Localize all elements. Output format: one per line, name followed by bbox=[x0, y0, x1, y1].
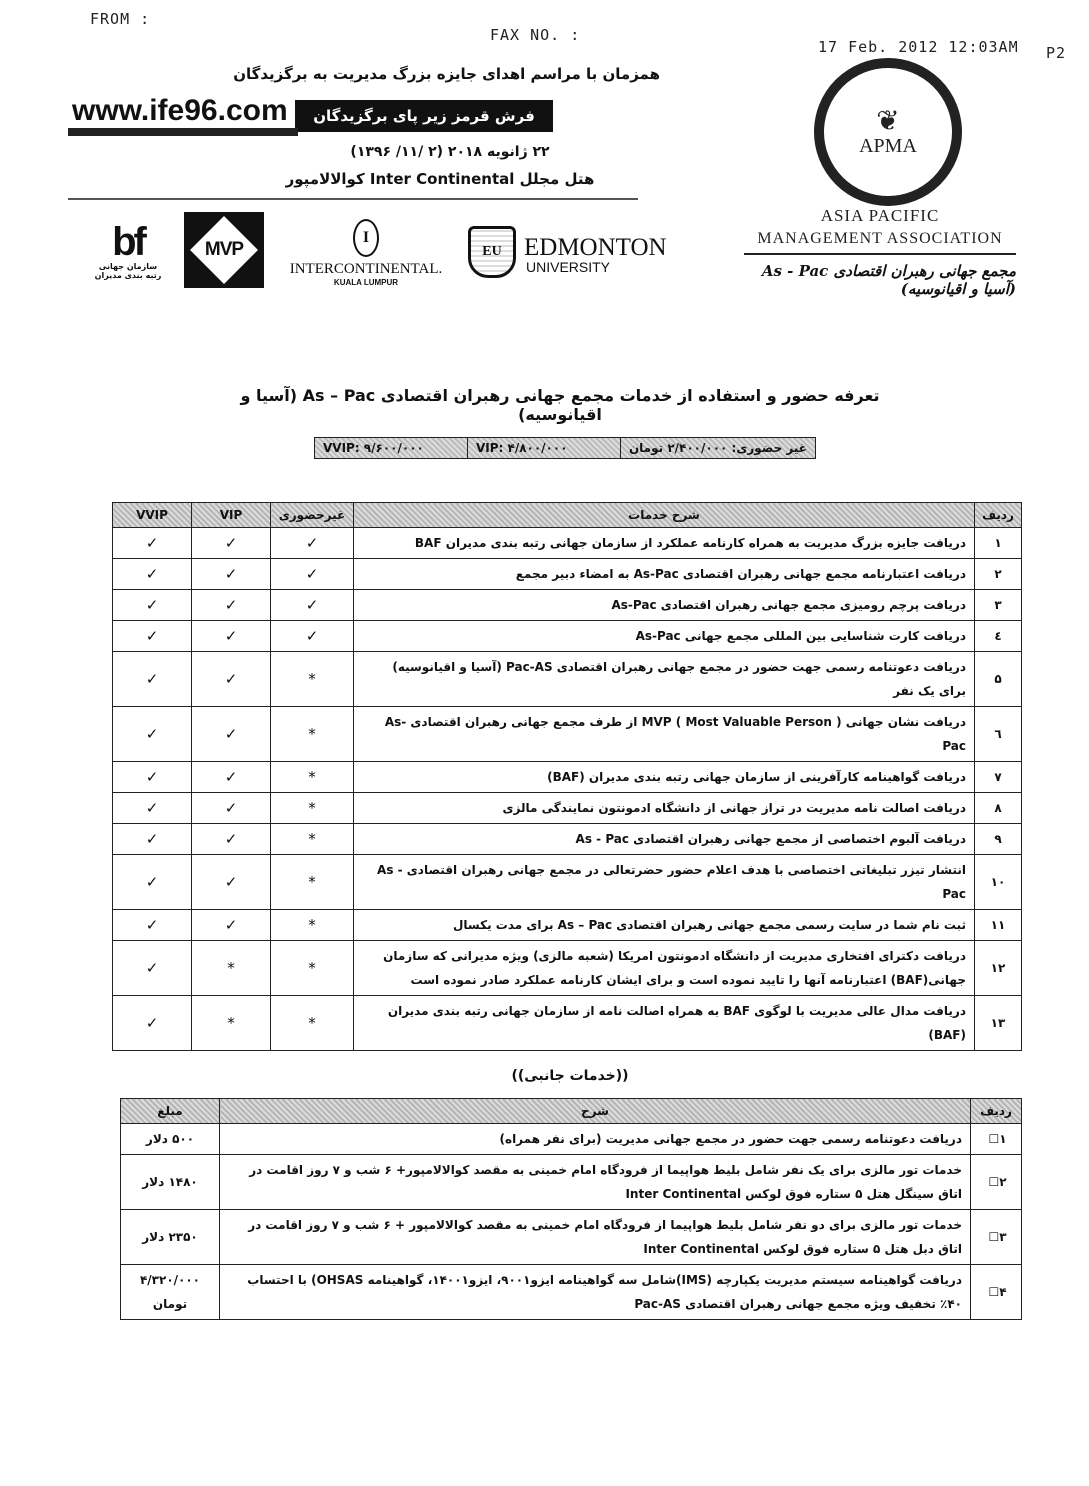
edmonton-name: EDMONTON bbox=[524, 234, 667, 261]
apma-leaf-icon: ❦ bbox=[876, 103, 900, 137]
non-attendance-mark: * bbox=[271, 793, 354, 824]
services-table bbox=[112, 502, 1022, 1051]
extra-row-amount: ۴/۳۲۰/۰۰۰ تومان bbox=[121, 1265, 220, 1320]
header-vvip: VVIP bbox=[113, 503, 192, 528]
services-row bbox=[113, 793, 1022, 824]
row-number: ۸ bbox=[975, 793, 1022, 824]
non-attendance-mark: * bbox=[271, 762, 354, 793]
vvip-mark: ✓ bbox=[113, 590, 192, 621]
header-non-attendance: غیرحضوری bbox=[271, 503, 354, 528]
checkbox-icon[interactable]: ☐ bbox=[988, 1285, 1000, 1299]
non-attendance-mark: ✓ bbox=[271, 559, 354, 590]
row-number: ۱ bbox=[975, 528, 1022, 559]
vvip-mark: ✓ bbox=[113, 762, 192, 793]
intercontinental-city: KUALA LUMPUR bbox=[333, 278, 399, 287]
non-attendance-mark: ✓ bbox=[271, 621, 354, 652]
extra-header-description: شرح bbox=[220, 1099, 971, 1124]
services-row bbox=[113, 559, 1022, 590]
extra-services-table bbox=[120, 1098, 1022, 1320]
services-row bbox=[113, 707, 1022, 762]
vvip-mark: ✓ bbox=[113, 652, 192, 707]
baf-logo bbox=[92, 212, 164, 290]
apma-line1: ASIA PACIFIC bbox=[820, 206, 940, 225]
row-number: ۵ bbox=[975, 652, 1022, 707]
vip-mark: ✓ bbox=[192, 855, 271, 910]
extra-row-description: خدمات تور مالزی برای یک نفر شامل بلیط هواپیما از فرودگاه امام خمینی به مقصد کوالالامپور+ ۶ شب و ۷ روز اقامت در اتاق سینگل هتل ۵ ستاره فوق لوکس Inter Continental bbox=[220, 1155, 971, 1210]
row-number: ۷ bbox=[975, 762, 1022, 793]
row-description: دریافت کارت شناسایی بین المللی مجمع جهانی As-Pac bbox=[354, 621, 975, 652]
services-row bbox=[113, 824, 1022, 855]
red-carpet-banner: فرش قرمز زیر پای برگزیدگان bbox=[295, 100, 553, 132]
row-description: دریافت مدال عالی مدیریت با لوگوی BAF به همراه اصالت نامه از سازمان جهانی رتبه بندی مدیران (BAF) bbox=[354, 996, 975, 1051]
extra-row-number bbox=[971, 1124, 1022, 1155]
row-number: ۱۳ bbox=[975, 996, 1022, 1051]
main-title: تعرفه حضور و استفاده از خدمات مجمع جهانی رهبران اقتصادی As – Pac (آسیا و اقیانوسیه) bbox=[240, 386, 880, 424]
row-number: ۲ bbox=[975, 559, 1022, 590]
row-number: ۹ bbox=[975, 824, 1022, 855]
baf-caption-1: سازمان جهانی bbox=[98, 262, 158, 271]
vip-mark: ✓ bbox=[192, 621, 271, 652]
row-description: انتشار تیزر تبلیغاتی اختصاصی با هدف اعلام حضور حضرتعالی در مجمع جهانی رهبران اقتصادی As - Pac bbox=[354, 855, 975, 910]
extra-row-number bbox=[971, 1155, 1022, 1210]
vvip-mark: ✓ bbox=[113, 793, 192, 824]
extra-services-header bbox=[121, 1099, 1022, 1124]
extra-row-number-text: ۴ bbox=[999, 1285, 1007, 1299]
extra-row-description: دریافت گواهینامه سیستم مدیریت یکپارچه (IMS)شامل سه گواهینامه ایزو۹۰۰۱، ایزو۱۴۰۰۱، گواهینامه OHSAS) با احتساب ۴۰٪ تخفیف ویژه مجمع جهانی رهبران اقتصادی Pac-AS bbox=[220, 1265, 971, 1320]
row-description: دریافت اصالت نامه مدیریت در تراز جهانی از دانشگاه ادمونتون نمایندگی مالزی bbox=[354, 793, 975, 824]
header-description: شرح خدمات bbox=[354, 503, 975, 528]
vip-mark: ✓ bbox=[192, 528, 271, 559]
extra-row-number-text: ۳ bbox=[999, 1230, 1007, 1244]
extra-row-number-text: ۲ bbox=[999, 1175, 1007, 1189]
row-description: دریافت اعتبارنامه مجمع جهانی رهبران اقتصادی As-Pac به امضاء دبیر مجمع bbox=[354, 559, 975, 590]
event-tagline: همزمان با مراسم اهدای جایزه بزرگ مدیریت به برگزیدگان bbox=[233, 65, 660, 83]
non-attendance-mark: * bbox=[271, 707, 354, 762]
services-row bbox=[113, 621, 1022, 652]
vvip-mark: ✓ bbox=[113, 528, 192, 559]
services-row bbox=[113, 590, 1022, 621]
vvip-mark: ✓ bbox=[113, 621, 192, 652]
services-row bbox=[113, 941, 1022, 996]
vvip-mark: ✓ bbox=[113, 824, 192, 855]
baf-caption-2: رتبه بندی مدیران bbox=[94, 271, 162, 280]
vip-mark: ✓ bbox=[192, 652, 271, 707]
apma-seal bbox=[814, 58, 962, 206]
price-non-attendance: غیر حضوری: ۲/۴۰۰/۰۰۰ تومان bbox=[620, 438, 815, 458]
vip-mark: ✓ bbox=[192, 762, 271, 793]
edmonton-subtitle: UNIVERSITY bbox=[526, 259, 611, 275]
row-description: ثبت نام شما در سایت رسمی مجمع جهانی رهبران اقتصادی As – Pac برای مدت یکسال bbox=[354, 910, 975, 941]
intercontinental-name: INTERCONTINENTAL. bbox=[289, 261, 443, 277]
header-black-bar bbox=[68, 128, 298, 136]
services-row bbox=[113, 528, 1022, 559]
non-attendance-mark: ✓ bbox=[271, 590, 354, 621]
fax-from-label: FROM : bbox=[90, 10, 151, 28]
price-bar bbox=[314, 437, 816, 459]
row-number: ۳ bbox=[975, 590, 1022, 621]
extra-row-number bbox=[971, 1210, 1022, 1265]
mvp-logo bbox=[184, 212, 264, 288]
price-vvip: VVIP: ۹/۶۰۰/۰۰۰ bbox=[323, 441, 424, 455]
row-description: دریافت دکترای افتخاری مدیریت از دانشگاه ادمونتون امریکا (شعبه مالزی) ویژه مدیرانی که سازمان جهانی(BAF) اعتبارنامه آنها را تایید نموده است و برای ایشان کارنامه عملکرد صادر نموده است bbox=[354, 941, 975, 996]
non-attendance-mark: * bbox=[271, 652, 354, 707]
vvip-mark: ✓ bbox=[113, 707, 192, 762]
extra-header-row-no: ردیف bbox=[971, 1099, 1022, 1124]
extra-row-description: خدمات تور مالزی برای دو نفر شامل بلیط هواپیما از فرودگاه امام خمینی به مقصد کوالالامپور + ۶ شب و ۷ روز اقامت در اتاق دبل هتل ۵ ستاره فوق لوکس Inter Continental bbox=[220, 1210, 971, 1265]
extra-row-description: دریافت دعوتنامه رسمی جهت حضور در مجمع جهانی مدیریت (برای نفر همراه) bbox=[220, 1124, 971, 1155]
price-vip: VIP: ۴/۸۰۰/۰۰۰ bbox=[467, 438, 620, 458]
apma-persian-name: مجمع جهانی رهبران اقتصادی As - Pac (آسیا و اقیانوسیه) bbox=[761, 262, 1016, 298]
vip-mark: ✓ bbox=[192, 793, 271, 824]
fax-timestamp: 17 Feb. 2012 12:03AM bbox=[818, 38, 1019, 56]
extra-row-amount: ۵۰۰ دلار bbox=[121, 1124, 220, 1155]
non-attendance-mark: ✓ bbox=[271, 528, 354, 559]
row-description: دریافت دعوتنامه رسمی جهت حضور در مجمع جهانی رهبران اقتصادی Pac-AS (آسیا و اقیانوسیه) برای یک نفر bbox=[354, 652, 975, 707]
non-attendance-mark: * bbox=[271, 824, 354, 855]
row-description: دریافت گواهینامه کارآفرینی از سازمان جهانی رتبه بندی مدیران (BAF) bbox=[354, 762, 975, 793]
non-attendance-mark: * bbox=[271, 855, 354, 910]
vip-mark: * bbox=[192, 996, 271, 1051]
vip-mark: ✓ bbox=[192, 824, 271, 855]
services-row bbox=[113, 652, 1022, 707]
vvip-mark: ✓ bbox=[113, 910, 192, 941]
extra-row-number bbox=[971, 1265, 1022, 1320]
mvp-text: MVP bbox=[204, 239, 244, 260]
vip-mark: ✓ bbox=[192, 910, 271, 941]
checkbox-icon[interactable]: ☐ bbox=[988, 1175, 1000, 1189]
extra-row-number-text: ۱ bbox=[999, 1132, 1007, 1146]
vip-mark: * bbox=[192, 941, 271, 996]
services-table-header bbox=[113, 503, 1022, 528]
vvip-mark: ✓ bbox=[113, 855, 192, 910]
header-divider bbox=[68, 198, 638, 200]
row-description: دریافت جایزه بزرگ مدیریت به همراه کارنامه عملکرد از سازمان جهانی رتبه بندی مدیران BAF bbox=[354, 528, 975, 559]
extra-services-row bbox=[121, 1124, 1022, 1155]
fax-number-label: FAX NO. : bbox=[490, 26, 581, 44]
extra-services-title: ((خدمات جانبی)) bbox=[511, 1068, 629, 1084]
row-number: ۱۲ bbox=[975, 941, 1022, 996]
extra-services-row bbox=[121, 1265, 1022, 1320]
services-row bbox=[113, 996, 1022, 1051]
extra-services-row bbox=[121, 1210, 1022, 1265]
row-description: دریافت نشان جهانی ( MVP ( Most Valuable Person از طرف مجمع جهانی رهبران اقتصادی As-Pac bbox=[354, 707, 975, 762]
vip-mark: ✓ bbox=[192, 707, 271, 762]
services-row bbox=[113, 910, 1022, 941]
row-number: ٤ bbox=[975, 621, 1022, 652]
edmonton-crest-shield: EU bbox=[468, 226, 516, 278]
event-venue: هتل مجلل Inter Continental کوالالامپور bbox=[285, 170, 595, 188]
apma-divider bbox=[744, 253, 1016, 255]
vvip-mark: ✓ bbox=[113, 941, 192, 996]
vip-mark: ✓ bbox=[192, 559, 271, 590]
vip-mark: ✓ bbox=[192, 590, 271, 621]
intercontinental-logo bbox=[286, 214, 446, 292]
services-row bbox=[113, 855, 1022, 910]
header-row-no: ردیف bbox=[975, 503, 1022, 528]
non-attendance-mark: * bbox=[271, 996, 354, 1051]
apma-line2: MANAGEMENT ASSOCIATION bbox=[757, 230, 1003, 247]
row-description: دریافت آلبوم اختصاصی از مجمع جهانی رهبران اقتصادی As - Pac bbox=[354, 824, 975, 855]
fax-page-number: P2 bbox=[1046, 44, 1067, 62]
services-row bbox=[113, 762, 1022, 793]
extra-services-row bbox=[121, 1155, 1022, 1210]
row-number: ۱۱ bbox=[975, 910, 1022, 941]
header-vip: VIP bbox=[192, 503, 271, 528]
non-attendance-mark: * bbox=[271, 941, 354, 996]
apma-seal-text: APMA bbox=[859, 134, 917, 157]
non-attendance-mark: * bbox=[271, 910, 354, 941]
intercontinental-emblem: I bbox=[353, 219, 379, 257]
row-number: ٦ bbox=[975, 707, 1022, 762]
row-number: ۱۰ bbox=[975, 855, 1022, 910]
edmonton-crest bbox=[462, 226, 522, 278]
event-website[interactable]: www.ife96.com bbox=[72, 94, 288, 127]
vvip-mark: ✓ bbox=[113, 996, 192, 1051]
vvip-mark: ✓ bbox=[113, 559, 192, 590]
extra-row-amount: ۲۳۵۰ دلار bbox=[121, 1210, 220, 1265]
checkbox-icon[interactable]: ☐ bbox=[988, 1132, 1000, 1146]
row-description: دریافت پرچم رومیزی مجمع جهانی رهبران اقتصادی As-Pac bbox=[354, 590, 975, 621]
baf-mark: bf bbox=[112, 220, 144, 264]
extra-row-amount: ۱۴۸۰ دلار bbox=[121, 1155, 220, 1210]
extra-header-amount: مبلغ bbox=[121, 1099, 220, 1124]
event-date: ۲۲ ژانویه ۲۰۱۸ (۲ /۱۱/ ۱۳۹۶) bbox=[350, 144, 550, 160]
checkbox-icon[interactable]: ☐ bbox=[988, 1230, 1000, 1244]
